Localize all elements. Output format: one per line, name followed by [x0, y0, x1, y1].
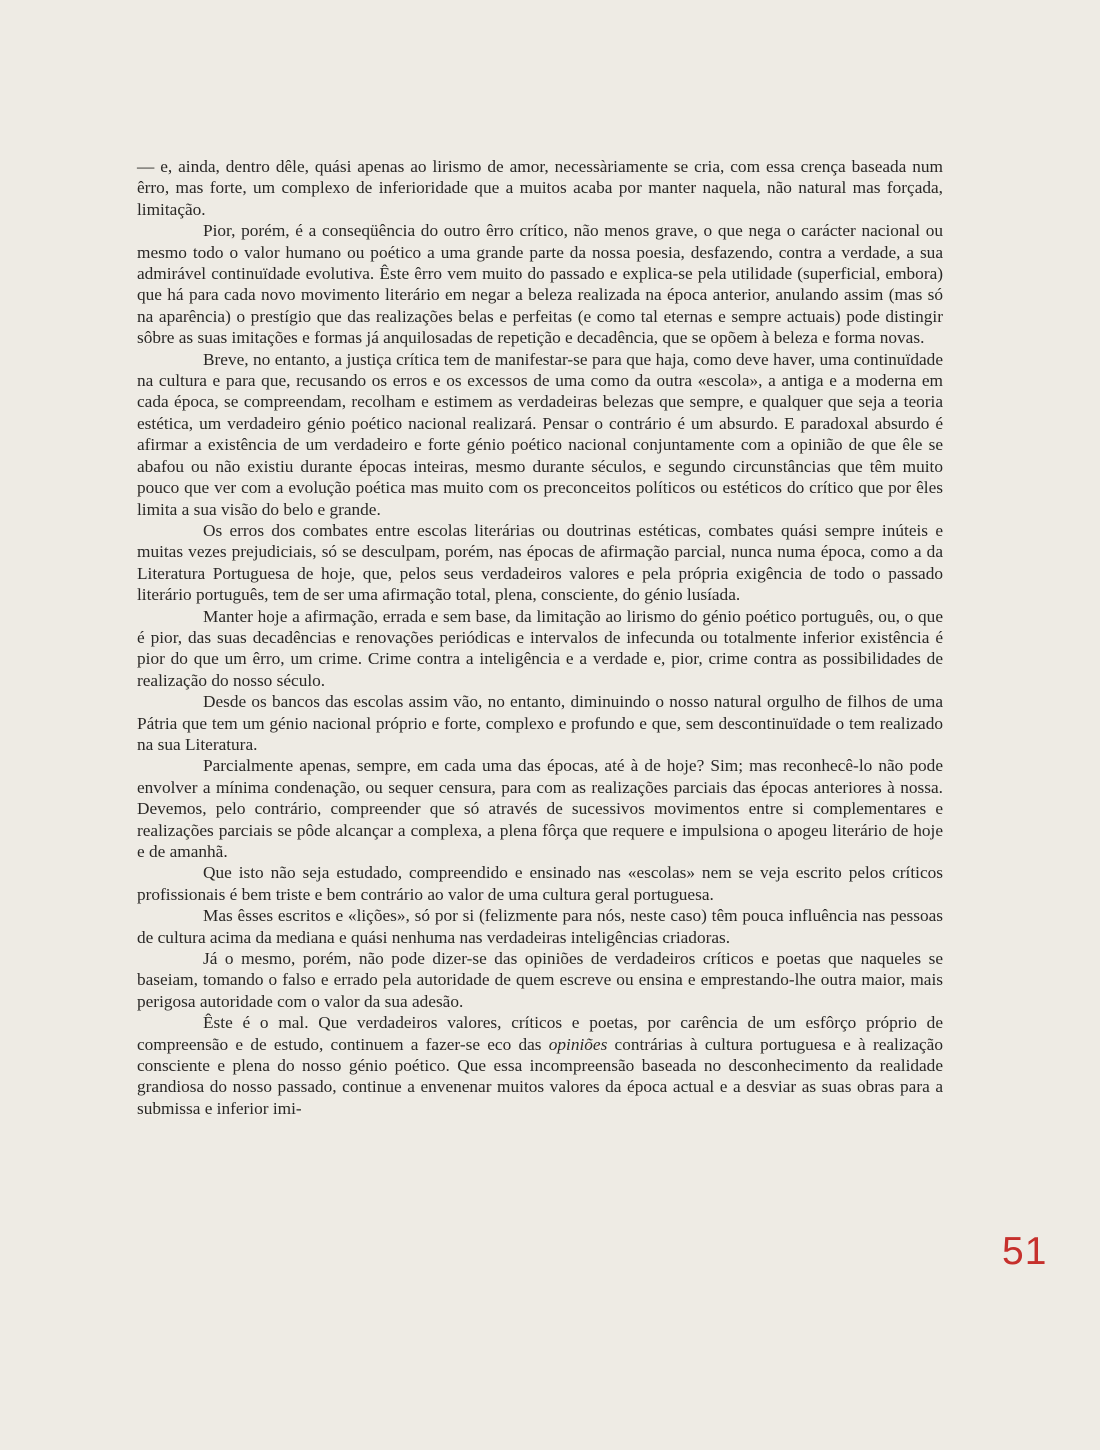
paragraph: Manter hoje a afirmação, errada e sem base, da limitação ao lirismo do génio poético português, ou, o que é pior, das suas decadências e renovações periódicas e intervalos de infecunda ou totalmente inferior existência é pior do que um êrro, um crime. Crime contra a inteligência e a verdade e, pior, crime contra as possibilidades de realização do nosso século. [137, 606, 943, 690]
paragraph: Mas êsses escritos e «lições», só por si (felizmente para nós, neste caso) têm pouca influência nas pessoas de cultura acima da mediana e quási nenhuma nas verdadeiras inteligências criadoras. [137, 906, 943, 947]
paragraph [137, 1012, 943, 1119]
page-number: 51 [1002, 1230, 1048, 1273]
paragraph: Que isto não seja estudado, compreendido e ensinado nas «escolas» nem se veja escrito pelos críticos profissionais é bem triste e bem contrário ao valor de uma cultura geral portuguesa. [137, 863, 943, 904]
body-text [137, 156, 943, 1119]
paragraph: Desde os bancos das escolas assim vão, no entanto, diminuindo o nosso natural orgulho de filhos de uma Pátria que tem um génio nacional próprio e forte, complexo e profundo e que, sem descontinuïdade o tem realizado na sua Literatura. [137, 692, 943, 754]
paragraph: Já o mesmo, porém, não pode dizer-se das opiniões de verdadeiros críticos e poetas que naqueles se baseiam, tomando o falso e errado pela autoridade de quem escreve ou ensina e emprestando-lhe outra maior, mais perigosa autoridade com o valor da sua adesão. [137, 949, 943, 1011]
paragraph: — e, ainda, dentro dêle, quási apenas ao lirismo de amor, necessàriamente se cria, com essa crença baseada num êrro, mas forte, um complexo de inferioridade que a muitos acaba por manter naquela, não natural mas forçada, limitação. [137, 157, 943, 219]
paragraph: Parcialmente apenas, sempre, em cada uma das épocas, até à de hoje? Sim; mas reconhecê-lo não pode envolver a mínima condenação, ou sequer censura, para com as realizações parciais das épocas anteriores à nossa. Devemos, pelo contrário, compreender que só através de sucessivos movimentos entre si complementares e realizações parciais se pôde alcançar a complexa, a plena fôrça que requere e impulsiona o apogeu literário de hoje e de amanhã. [137, 756, 943, 861]
paragraph: Os erros dos combates entre escolas literárias ou doutrinas estéticas, combates quási sempre inúteis e muitas vezes prejudiciais, só se desculpam, porém, nas épocas de afirmação parcial, nunca numa época, como a da Literatura Portuguesa de hoje, que, pelos seus verdadeiros valores e pela própria exigência de todo o passado literário português, tem de ser uma afirmação total, plena, consciente, do génio lusíada. [137, 520, 943, 605]
paragraph-text-start: Êste é o mal. Que verdadeiros valores, críticos e poetas, por carência de um esfôrço próprio de compreensão e de estudo, continuem a fazer-se eco das [137, 1013, 943, 1054]
paragraph: Breve, no entanto, a justiça crítica tem de manifestar-se para que haja, como deve haver, uma continuïdade na cultura e para que, recusando os erros e os excessos de uma como da outra «escola», a antiga e a moderna em cada época, se compreendam, recolham e estimem as verdadeiras belezas que sempre, e qualquer que seja a teoria estética, um verdadeiro génio poético nacional realizará. Pensar o contrário é um absurdo. E paradoxal absurdo é afirmar a existência de um verdadeiro e forte génio poético nacional conjuntamente com a opinião de que êle se abafou ou não existiu durante épocas inteiras, mesmo durante séculos, e segundo circunstâncias que têm muito pouco que ver com a evolução poética mas muito com os preconceitos políticos ou estéticos do crítico que por êles limita a sua visão do belo e grande. [137, 349, 943, 519]
paragraph-text-end: contrárias à cultura portuguesa e à realização consciente e plena do nosso génio poético. Que essa incompreensão baseada no desconhecimento da realidade grandiosa do nosso passado, continue a envenenar muitos valores da época actual e a desviar as suas obras para a submissa e inferior imi- [137, 1034, 943, 1118]
italic-word: opiniões [548, 1034, 608, 1054]
paragraph: Pior, porém, é a conseqüência do outro êrro crítico, não menos grave, o que nega o carácter nacional ou mesmo todo o valor humano ou poético a uma grande parte da nossa poesia, desfazendo, contra a verdade, a sua admirável continuïdade evolutiva. Êste êrro vem muito do passado e explica-se pela utilidade (superficial, embora) que há para cada novo movimento literário em negar a beleza realizada na época anterior, anulando assim (mas só na aparência) o prestígio que das realizações belas e perfeitas (e como tal eternas e sempre actuais) pode distingir sôbre as suas imitações e formas já anquilosadas de repetição e decadência, que se opõem à beleza e forma novas. [137, 221, 943, 348]
